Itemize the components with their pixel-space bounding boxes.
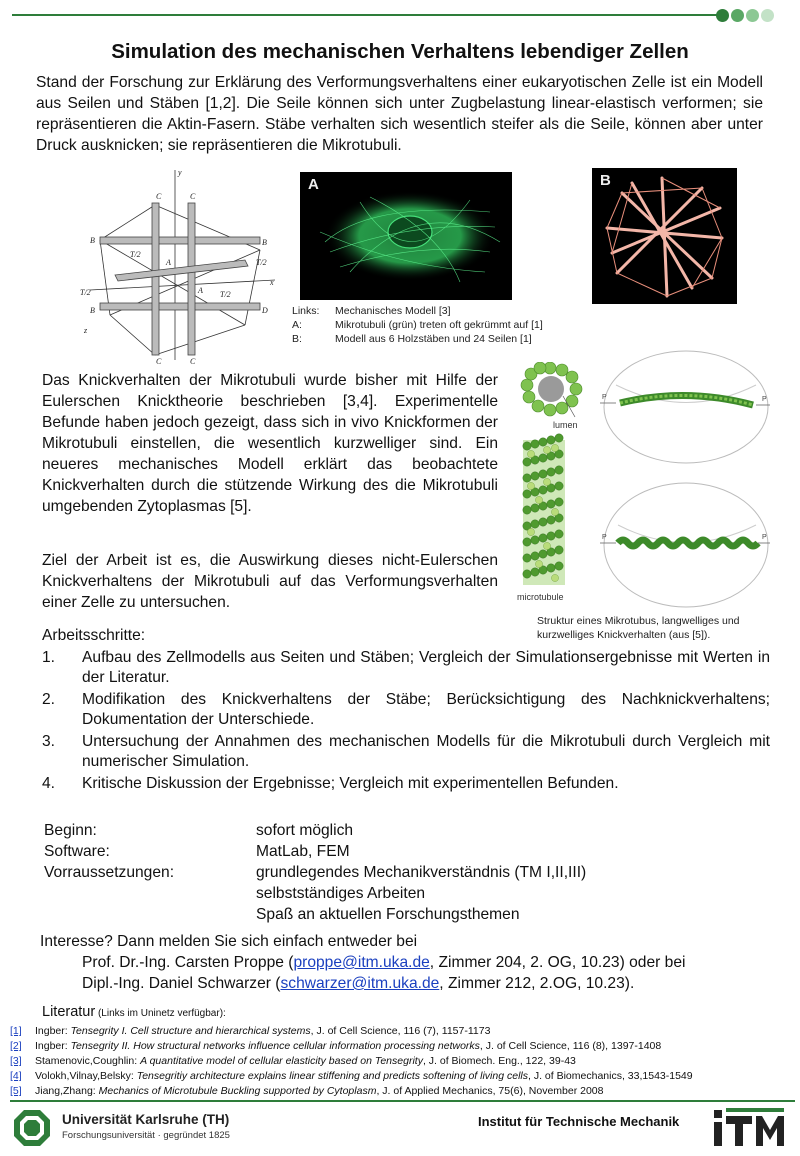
- force-label: P: [602, 394, 607, 401]
- step-text: Untersuchung der Annahmen des mechanischen Modells für die Mikrotubuli durch Vergleich mit numerischer Simulation.: [82, 733, 770, 770]
- contact-person-1: [40, 952, 685, 973]
- force-label: P: [602, 534, 607, 541]
- reference-author: Ingber:: [35, 1025, 71, 1037]
- svg-text:B: B: [90, 236, 95, 245]
- reference-link[interactable]: [3]: [10, 1055, 22, 1067]
- reference-text: [35, 1024, 490, 1039]
- info-value: selbstständiges Arbeiten: [256, 885, 426, 902]
- reference-text: [35, 1054, 576, 1069]
- steps-list: [42, 648, 770, 796]
- svg-text:T/2: T/2: [130, 250, 141, 259]
- literature-heading: [42, 1004, 226, 1020]
- page-title: Simulation des mechanischen Verhaltens lebendiger Zellen: [111, 40, 689, 63]
- figure-caption-right: Struktur eines Mikrotubus, langwelliges und kurzwelliges Knickverhalten (aus [5]).: [537, 615, 740, 641]
- caption-text: Mechanisches Modell [3]: [335, 305, 451, 317]
- reference-title: A quantitative model of cellular elasticity based on Tensegrity: [140, 1055, 423, 1067]
- actin-fluorescence-image: [300, 172, 512, 300]
- caption-key: A:: [292, 319, 302, 331]
- info-row: [44, 841, 586, 862]
- reference-source: , J. of Applied Mechanics, 75(6), November 2008: [376, 1085, 604, 1097]
- reference-link[interactable]: [4]: [10, 1070, 22, 1082]
- lumen-label: lumen: [553, 420, 578, 430]
- reference-author: Jiang,Zhang:: [35, 1085, 99, 1097]
- info-row: [44, 862, 586, 883]
- contact-intro: Interesse? Dann melden Sie sich einfach entweder bei: [40, 933, 418, 950]
- step-number: 1.: [42, 649, 56, 666]
- header-rule: [12, 14, 722, 16]
- contact-person-2-pre: Dipl.-Ing. Daniel Schwarzer (: [82, 975, 281, 992]
- svg-text:D: D: [262, 306, 268, 315]
- contact-person-1-pre: Prof. Dr.-Ing. Carsten Proppe (: [82, 954, 294, 971]
- svg-text:C: C: [190, 357, 196, 365]
- reference-text: [35, 1039, 661, 1054]
- contact-person-2: [40, 973, 685, 994]
- force-label: P: [762, 534, 767, 541]
- header-dots: [716, 9, 774, 22]
- reference-item: [10, 1039, 790, 1054]
- reference-item: [10, 1084, 790, 1099]
- svg-text:C: C: [156, 357, 162, 365]
- reference-title: Tensegrity II. How structural networks influence cellular information processing networks: [70, 1040, 480, 1052]
- caption-row: [292, 332, 543, 346]
- reference-source: , J. of Cell Science, 116 (8), 1397-1408: [479, 1040, 662, 1052]
- literature-title: Literatur: [42, 1004, 96, 1020]
- intro-paragraph: Stand der Forschung zur Erklärung des Verformungsverhaltens einer eukaryotischen Zelle ist ein Modell aus Seilen und Stäben [1,2]. Die Seile können sich unter Zugbelastung linear-elastisch verformen; sie repräsentieren die Aktin-Fasern. Stäbe verhalten sich wesentlich steifer als die Seile, können aber unter Druck ausknicken; sie repräsentieren die Mikrotubuli.: [36, 74, 763, 154]
- reference-source: , J. of Cell Science, 116 (7), 1157-1173: [310, 1025, 491, 1037]
- step-number: 4.: [42, 775, 56, 792]
- reference-item: [10, 1069, 790, 1084]
- buckling-cells-figure: [598, 345, 773, 613]
- reference-link[interactable]: [2]: [10, 1040, 22, 1052]
- reference-item: [10, 1054, 790, 1069]
- info-value: sofort möglich: [256, 822, 354, 839]
- svg-text:z: z: [84, 326, 88, 335]
- reference-source: , J. of Biomech. Eng., 122, 39-43: [422, 1055, 576, 1067]
- info-key: Vorraussetzungen:: [44, 864, 175, 881]
- reference-title: Tensegrity I. Cell structure and hierarchical systems: [70, 1025, 311, 1037]
- info-key: [44, 883, 256, 904]
- itm-logo: [710, 1106, 790, 1148]
- caption-text: Modell aus 6 Holzstäben und 24 Seilen [1]: [335, 333, 532, 345]
- header-dot: [731, 9, 744, 22]
- reference-author: Ingber:: [35, 1040, 71, 1052]
- microtubule-structure-figure: [515, 362, 605, 612]
- header-dot: [761, 9, 774, 22]
- wooden-stick-model-image: [592, 168, 737, 304]
- actin-network-graphic: [300, 172, 512, 300]
- buckling-paragraph: Das Knickverhalten der Mikrotubuli wurde bisher mit Hilfe der Eulerschen Knicktheorie beschrieben [3,4]. Experimentelle Befunde haben jedoch gezeigt, dass sich in vivo Knickformen der Mikrotubuli einstellen, die wesentlich kurzwelliger sind. Ein neueres mechanisches Modell erklärt das beobachtete Knickverhalten durch die stützende Wirkung des die Mikrotubuli umgebenden Zytoplasmas [5].: [42, 372, 498, 515]
- info-key: Beginn:: [44, 822, 97, 839]
- caption-text: Mikrotubuli (grün) treten oft gekrümmt auf [1]: [335, 319, 543, 331]
- schwarzer-email-link[interactable]: schwarzer@itm.uka.de: [280, 975, 440, 992]
- proppe-email-link[interactable]: proppe@itm.uka.de: [293, 954, 430, 971]
- university-logo: [12, 1108, 52, 1148]
- svg-text:B: B: [262, 238, 267, 247]
- reference-link[interactable]: [1]: [10, 1025, 22, 1037]
- info-key: Software:: [44, 843, 110, 860]
- svg-text:y: y: [178, 168, 182, 177]
- reference-author: Stamenovic,Coughlin:: [35, 1055, 141, 1067]
- header-dot: [716, 9, 729, 22]
- list-item: [42, 774, 770, 794]
- svg-text:A: A: [198, 286, 203, 295]
- mechanical-model-figure: [70, 165, 285, 365]
- stick-model-graphic: [592, 168, 737, 304]
- svg-text:A: A: [166, 258, 171, 267]
- step-text: Aufbau des Zellmodells aus Seiten und Stäben; Vergleich der Simulationsergebnisse mit Werten in der Literatur.: [82, 649, 770, 686]
- footer-rule: [10, 1100, 795, 1102]
- info-value: grundlegendes Mechanikverständnis (TM I,II,III): [256, 864, 587, 881]
- info-row: [44, 820, 586, 841]
- reference-item: [10, 1024, 790, 1039]
- info-value: MatLab, FEM: [256, 843, 350, 860]
- svg-text:T/2: T/2: [220, 290, 231, 299]
- reference-text: [35, 1084, 604, 1099]
- list-item: [42, 648, 770, 688]
- caption-key: B:: [292, 333, 302, 345]
- reference-author: Volokh,Vilnay,Belsky:: [35, 1070, 137, 1082]
- project-info: [44, 820, 586, 925]
- force-label: P: [762, 396, 767, 403]
- contact-person-1-post: , Zimmer 204, 2. OG, 10.23) oder bei: [429, 954, 686, 971]
- reference-text: [35, 1069, 693, 1084]
- literature-note: (Links im Uninetz verfügbar):: [95, 1008, 226, 1019]
- info-row: [44, 904, 586, 925]
- photo-a-label: A: [308, 176, 319, 193]
- info-key: [44, 904, 256, 925]
- info-row: [44, 883, 586, 904]
- svg-text:T/2: T/2: [80, 288, 91, 297]
- caption-key: Links:: [292, 305, 320, 317]
- caption-row: [292, 304, 543, 318]
- institute-name: Institut für Technische Mechanik: [478, 1114, 680, 1129]
- list-item: [42, 690, 770, 730]
- step-text: Kritische Diskussion der Ergebnisse; Vergleich mit experimentellen Befunden.: [82, 775, 619, 792]
- figure-caption-top: [292, 304, 543, 346]
- svg-text:C: C: [156, 192, 162, 201]
- step-number: 2.: [42, 691, 56, 708]
- svg-text:T/2: T/2: [256, 258, 267, 267]
- reference-title: Tensegritiy architecture explains linear stiffening and predicts softening of living cells: [136, 1070, 528, 1082]
- reference-list: [10, 1024, 790, 1099]
- goal-paragraph: Ziel der Arbeit ist es, die Auswirkung dieses nicht-Eulerschen Knickverhaltens der Mikrotubuli auf das Verformungsverhalten einer Zelle zu untersuchen.: [42, 552, 498, 611]
- contact-section: [40, 931, 685, 994]
- photo-b-label: B: [600, 172, 611, 189]
- reference-link[interactable]: [5]: [10, 1085, 22, 1097]
- svg-text:C: C: [190, 192, 196, 201]
- university-subtitle: Forschungsuniversität · gegründet 1825: [62, 1130, 230, 1141]
- info-value: Spaß an aktuellen Forschungsthemen: [256, 906, 520, 923]
- contact-person-2-post: , Zimmer 212, 2.OG, 10.23).: [439, 975, 635, 992]
- reference-source: , J. of Biomechanics, 33,1543-1549: [528, 1070, 693, 1082]
- reference-title: Mechanics of Microtubule Buckling supported by Cytoplasm: [98, 1085, 377, 1097]
- microtubule-label: microtubule: [517, 592, 564, 602]
- university-name: Universität Karlsruhe (TH): [62, 1112, 230, 1127]
- svg-text:B: B: [90, 306, 95, 315]
- step-number: 3.: [42, 733, 56, 750]
- svg-text:x: x: [270, 278, 274, 287]
- header-dot: [746, 9, 759, 22]
- steps-heading: Arbeitsschritte:: [42, 627, 146, 644]
- list-item: [42, 732, 770, 772]
- caption-row: [292, 318, 543, 332]
- step-text: Modifikation des Knickverhaltens der Stäbe; Berücksichtigung des Nachknickverhaltens; Dokumentation der Unterschiede.: [82, 691, 770, 728]
